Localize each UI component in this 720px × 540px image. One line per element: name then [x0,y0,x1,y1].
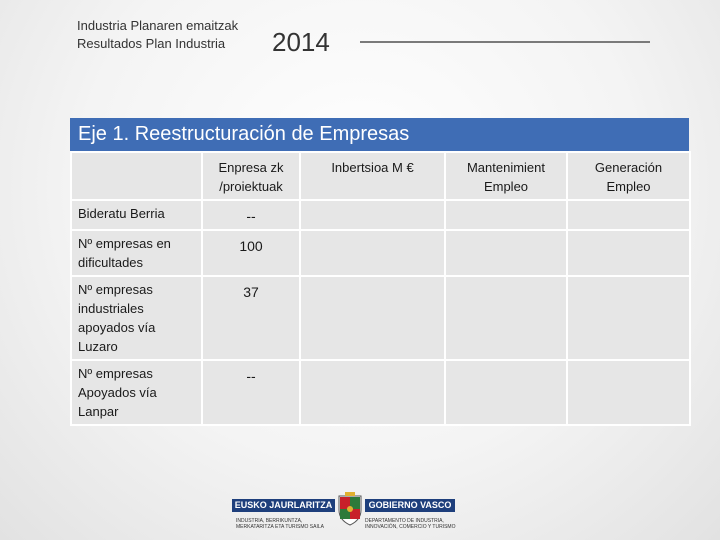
table-cell [567,276,690,360]
table-row [71,360,690,425]
department-spanish: DEPARTAMENTO DE INDUSTRIA, INNOVACIÓN, COMERCIO Y TURISMO [365,518,456,530]
table-row [71,276,690,360]
table-cell [445,360,567,425]
header-subtitle [77,17,238,53]
department-basque: INDUSTRIA, BERRIKUNTZA, MERKATARITZA ETA TURISMO SAILA [236,518,324,530]
header-line-2: Resultados Plan Industria [77,36,226,51]
table-cell: -- [202,200,300,230]
column-header: Inbertsioa M € [300,152,445,200]
table-cell [567,230,690,276]
table-row [71,230,690,276]
logo-text-basque: EUSKO JAURLARITZA [232,499,335,512]
table-cell: 37 [202,276,300,360]
row-label: Nº empresas industriales apoyados vía Luzaro [71,276,202,360]
table-cell [445,230,567,276]
table-header-row [71,152,690,200]
basque-coat-of-arms-icon [337,492,363,526]
column-header: Enpresa zk /proiektuak [202,152,300,200]
row-label: Nº empresas Apoyados vía Lanpar [71,360,202,425]
table-row [71,200,690,230]
column-header [71,152,202,200]
table-cell [300,360,445,425]
header-line-1: Industria Planaren emaitzak [77,18,239,33]
table-cell: -- [202,360,300,425]
results-table [70,151,691,426]
table-cell [567,360,690,425]
column-header: Generación Empleo [567,152,690,200]
government-logo [232,492,480,540]
logo-text-spanish: GOBIERNO VASCO [365,499,455,512]
table-cell [567,200,690,230]
header-year: 2014 [272,27,330,57]
table-cell [300,200,445,230]
table-cell [445,276,567,360]
table-cell: 100 [202,230,300,276]
table-cell [300,230,445,276]
table-cell [300,276,445,360]
header-divider [360,41,650,43]
table-cell [445,200,567,230]
row-label: Nº empresas en dificultades [71,230,202,276]
section-title: Eje 1. Reestructuración de Empresas [70,118,689,151]
column-header: Mantenimient Empleo [445,152,567,200]
row-label: Bideratu Berria [71,200,202,230]
